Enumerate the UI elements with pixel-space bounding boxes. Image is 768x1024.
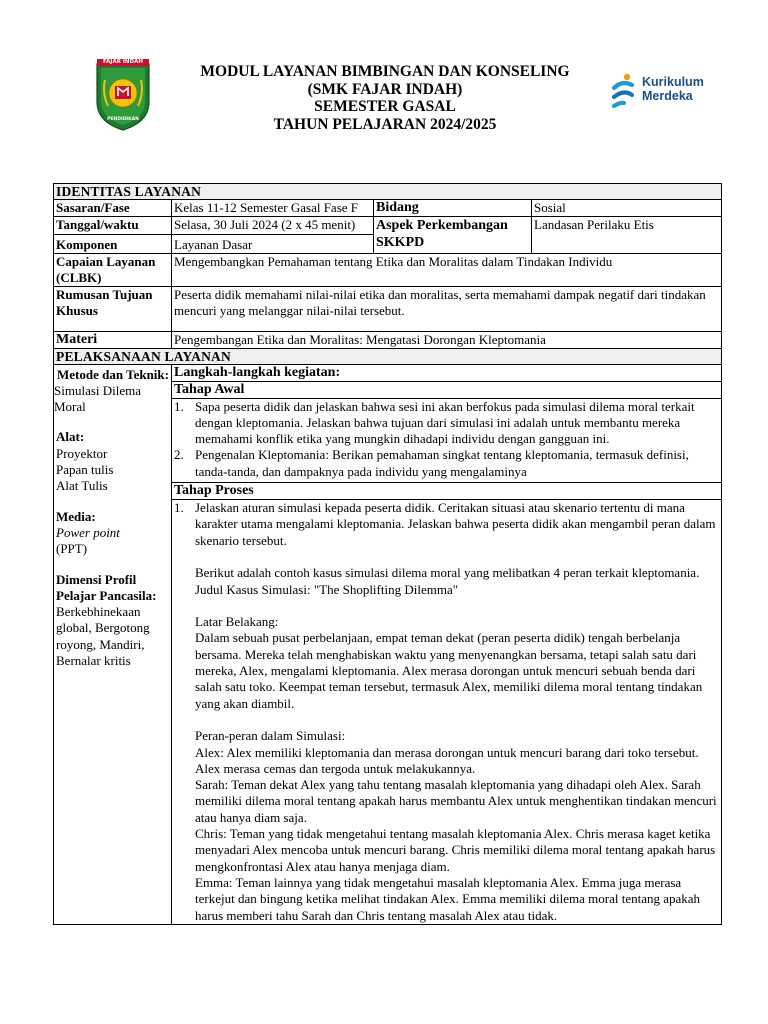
dimensi-value: Berkebhinekaan global, Bergotong royong, Mandiri, Bernalar kritis (56, 604, 150, 669)
kurikulum-merdeka-text (642, 75, 704, 103)
rumusan-label: Rumusan Tujuan Khusus (54, 286, 172, 331)
materi-label: Materi (54, 331, 172, 348)
peran-sarah: Sarah: Teman dekat Alex yang tahu tentang masalah kleptomania yang dihadapi oleh Alex. Sarah memiliki dilema moral tentang apakah harus membantu Alex untuk menghentikan tindakan mencuri atau hanya diam saja. (195, 777, 717, 825)
identitas-section-header: IDENTITAS LAYANAN (54, 184, 722, 200)
step-text: Pengenalan Kleptomania: Berikan pemahaman singkat tentang kleptomania, termasuk definisi, tanda-tanda, dan dampaknya pada individu yang mengalaminya (195, 447, 689, 479)
list-item (174, 399, 719, 448)
tanggal-value: Selasa, 30 Juli 2024 (2 x 45 menit) (172, 216, 374, 234)
document-title (160, 63, 610, 133)
tahap-awal-body (172, 399, 721, 483)
activity-cell (172, 364, 722, 924)
tahap-proses-body (172, 500, 721, 924)
aspek-label: Aspek Perkembangan SKKPD (374, 216, 532, 253)
alat-item: Proyektor (56, 445, 108, 461)
tahap-awal-steps (174, 399, 719, 480)
materi-value: Pengembangan Etika dan Moralitas: Mengatasi Dorongan Kleptomania (172, 331, 722, 348)
alat-label: Alat: (56, 429, 85, 445)
proses-intro: Jelaskan aturan simulasi kepada peserta didik. Ceritakan situasi atau skenario tertentu di mana karakter utama mengalami kleptomania. Jelaskan bahwa peserta didik akan mengambil peran dalam skenario tersebut. (195, 500, 716, 548)
capaian-label: Capaian Layanan (CLBK) (54, 253, 172, 286)
sasaran-label: Sasaran/Fase (54, 200, 172, 217)
tahap-proses-steps (174, 500, 719, 924)
dimensi-label: Dimensi Profil Pelajar Pancasila: (56, 571, 157, 603)
title-line: SEMESTER GASAL (314, 98, 456, 115)
peran-alex: Alex: Alex memiliki kleptomania dan merasa dorongan untuk mencuri barang dari toko tersebut. Alex merasa cemas dan tergoda untuk melakukannya. (195, 744, 699, 776)
km-line2: Merdeka (642, 89, 693, 103)
tahap-awal-label: Tahap Awal (172, 382, 721, 399)
step-text: Sapa peserta didik dan jelaskan bahwa sesi ini akan berfokus pada simulasi dilema moral terkait dengan kleptomania. Jelaskan bahwa tujuan dari simulasi ini adalah untuk membantu mereka memahami konflik etika yang mungkin dihadapi individu dengan gangguan ini. (195, 398, 695, 447)
km-line1: Kurikulum (642, 75, 704, 89)
metode-label: Metode dan Teknik: (57, 366, 169, 382)
latar-label: Latar Belakang: (195, 614, 279, 630)
media-value: (PPT) (56, 541, 88, 557)
komponen-label: Komponen (54, 234, 172, 253)
metode-value: Simulasi Dilema Moral (54, 382, 142, 415)
peran-label: Peran-peran dalam Simulasi: (195, 728, 346, 744)
sasaran-value: Kelas 11-12 Semester Gasal Fase F (172, 200, 374, 217)
bidang-label: Bidang (374, 200, 532, 217)
kurikulum-merdeka-logo (610, 72, 720, 112)
title-line: TAHUN PELAJARAN 2024/2025 (273, 115, 497, 133)
identity-table (53, 183, 722, 925)
title-line: (SMK FAJAR INDAH) (307, 80, 463, 98)
list-item (174, 447, 719, 480)
peran-chris: Chris: Teman yang tidak mengetahui tentang masalah kleptomania Alex. Chris merasa kaget ketika menyadari Alex mencoba untuk mencuri barang. Chris memiliki dilema moral tentang apakah harus mengkonfrontasi Alex atau hanya menjaga diam. (195, 826, 716, 874)
media-label: Media: (56, 508, 96, 524)
proses-example: Berikut adalah contoh kasus simulasi dilema moral yang melibatkan 4 peran terkait kleptomania. Judul Kasus Simulasi: "The Shoplifting Dilemma" (195, 565, 700, 597)
tahap-proses-label: Tahap Proses (172, 483, 721, 500)
langkah-label: Langkah-langkah kegiatan: (172, 365, 721, 382)
media-value-italic: Power point (56, 524, 120, 540)
title-line: MODUL LAYANAN BIMBINGAN DAN KONSELING (200, 63, 570, 80)
step-number: 1. (174, 500, 184, 516)
kurikulum-merdeka-icon (610, 72, 638, 112)
rumusan-value: Peserta didik memahami nilai-nilai etika dan moralitas, serta memahami dampak negatif dari tindakan mencuri yang melanggar nilai-nilai tersebut. (172, 286, 722, 331)
latar-text: Dalam sebuah pusat perbelanjaan, empat teman dekat (peran peserta didik) tengah berbelanja bersama. Mereka telah menghabiskan waktu yang menyenangkan bersama, tetapi salah satu dari mereka, Alex, mengalami kleptomania. Alex merasa dorongan untuk mencuri sebuah benda dari salah satu toko. Keempat teman tersebut, termasuk Alex, memiliki dilema moral tentang tindakan yang akan diambil. (195, 630, 703, 711)
alat-item: Papan tulis (56, 462, 114, 478)
tanggal-label: Tanggal/waktu (54, 216, 172, 234)
list-item (174, 500, 719, 924)
bidang-value: Sosial (532, 200, 722, 217)
peran-emma: Emma: Teman lainnya yang tidak mengetahui masalah kleptomania Alex. Emma juga merasa terkejut dan bingung ketika melihat tindakan Alex. Emma memiliki dilema moral tentang apakah harus memberi tahu Sarah dan Chris tentang masalah Alex atau tidak. (195, 874, 701, 923)
method-sidebar (54, 364, 172, 924)
school-logo-bottom-text: PENDIDIKAN (107, 117, 139, 122)
alat-item: Alat Tulis (56, 478, 108, 494)
komponen-value: Layanan Dasar (172, 234, 374, 253)
step-number: 1. (174, 398, 184, 414)
pelaksanaan-section-header: PELAKSANAAN LAYANAN (54, 348, 722, 364)
school-logo-top-text: FAJAR INDAH (103, 59, 143, 65)
aspek-value: Landasan Perilaku Etis (532, 216, 722, 253)
step-number: 2. (174, 447, 184, 463)
capaian-value: Mengembangkan Pemahaman tentang Etika dan Moralitas dalam Tindakan Individu (172, 253, 722, 286)
